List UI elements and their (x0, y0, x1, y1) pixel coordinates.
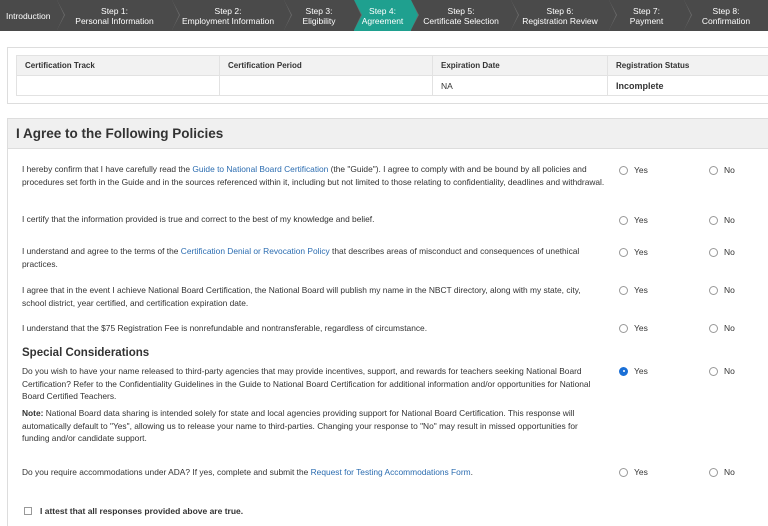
radio-circle[interactable] (709, 248, 718, 257)
policy-guide-confirmation (22, 163, 607, 188)
policy-nbct-directory (22, 284, 607, 309)
step-introduction[interactable] (0, 0, 57, 31)
radio-label: Yes (634, 323, 648, 333)
radio-label: Yes (634, 467, 648, 477)
note-label: Note: (22, 408, 44, 418)
step-label: Introduction (6, 10, 51, 21)
attest-checkbox-row[interactable] (24, 506, 243, 516)
step-certificate-selection[interactable] (411, 0, 511, 31)
policy-3-no-radio[interactable] (709, 247, 735, 257)
radio-label: Yes (634, 165, 648, 175)
policy-text: I hereby confirm that I have carefully read the (22, 164, 193, 174)
certification-period-cell (220, 76, 433, 96)
special-considerations-title: Special Considerations (22, 347, 150, 359)
step-payment[interactable] (609, 0, 684, 31)
name-release-question (22, 365, 607, 403)
step-label: Personal Information (75, 15, 154, 26)
radio-label: No (724, 323, 735, 333)
ada-accommodations-question (22, 466, 607, 479)
attest-checkbox[interactable] (24, 507, 32, 515)
policy-denial-revocation (22, 245, 607, 270)
policy-1-no-radio[interactable] (709, 165, 735, 175)
policy-text: I agree that in the event I achieve National Board Certification, the National Board will publish my name in the NBCT directory, along with my state, city, school district, year certified, and certification expiration date. (22, 285, 581, 308)
radio-label: No (724, 467, 735, 477)
step-number: Step 6: (546, 5, 574, 16)
radio-circle-selected[interactable] (619, 367, 628, 376)
step-label: Payment (629, 15, 664, 26)
step-label: Eligibility (302, 15, 336, 26)
radio-circle[interactable] (619, 216, 628, 225)
step-number: Step 8: (712, 5, 740, 16)
expiration-date-cell: NA (433, 76, 608, 96)
step-registration-review[interactable] (511, 0, 609, 31)
step-confirmation[interactable] (684, 0, 768, 31)
table-row (17, 76, 768, 96)
policy-text: (the "Guide"). I agree to comply with and be bound by all policies and procedures set forth in the Guide and in the sources referenced within it, including but not limited to those relating to confidentiality, deadlines and withdrawal. (22, 164, 605, 187)
column-header: Expiration Date (433, 56, 608, 76)
policy-text: . (470, 467, 473, 477)
policy-text: I understand that the $75 Registration Fee is nonrefundable and nontransferable, regardless of circumstance. (22, 323, 428, 333)
radio-label: Yes (634, 366, 648, 376)
registration-status-cell: Incomplete (608, 76, 768, 96)
radio-circle[interactable] (709, 324, 718, 333)
ada-yes-radio[interactable] (619, 467, 648, 477)
radio-circle[interactable] (619, 324, 628, 333)
guide-link[interactable]: Guide to National Board Certification (192, 164, 329, 174)
certification-table (16, 55, 768, 96)
radio-circle[interactable] (709, 286, 718, 295)
step-number: Step 7: (633, 5, 660, 16)
policy-text: Do you wish to have your name released to third-party agencies that may provide incentives, support, and rewards for teachers seeking National Board Certification? Refer to the Confidentiality Guidelines in the Guide to National Board Certification for additional information and/or opportunities for National Board Certified Teachers. (22, 366, 591, 402)
policy-1-yes-radio[interactable] (619, 165, 648, 175)
policy-information-true (22, 213, 607, 226)
policies-title: I Agree to the Following Policies (8, 119, 768, 149)
radio-circle[interactable] (619, 248, 628, 257)
note-text: National Board data sharing is intended solely for state and local agencies providing support for National Board Certification. This response will automatically default to "Yes", allowing us to release your name to third-parties. Changing your response to "No" may result in missed opportunities for funding and/or candidate support. (22, 408, 578, 444)
column-header: Certification Track (17, 56, 220, 76)
step-number: Step 1: (101, 5, 128, 16)
policy-4-no-radio[interactable] (709, 285, 735, 295)
certification-track-cell (17, 76, 220, 96)
data-sharing-note (22, 407, 607, 445)
radio-label: No (724, 215, 735, 225)
radio-label: No (724, 285, 735, 295)
radio-label: Yes (634, 285, 648, 295)
step-eligibility[interactable] (284, 0, 354, 31)
name-release-no-radio[interactable] (709, 366, 735, 376)
policy-5-no-radio[interactable] (709, 323, 735, 333)
policy-text: that describes areas of misconduct and consequences of unethical practices. (22, 246, 580, 269)
radio-circle[interactable] (619, 468, 628, 477)
policy-registration-fee (22, 322, 607, 335)
policy-2-no-radio[interactable] (709, 215, 735, 225)
radio-circle[interactable] (709, 166, 718, 175)
step-label: Certificate Selection (423, 15, 499, 26)
policy-4-yes-radio[interactable] (619, 285, 648, 295)
step-number: Step 2: (214, 5, 242, 16)
step-number: Step 5: (447, 5, 475, 16)
policy-text: I understand and agree to the terms of the (22, 246, 181, 256)
radio-circle[interactable] (619, 286, 628, 295)
step-agreement[interactable] (354, 0, 411, 31)
step-number: Step 4: (369, 5, 396, 16)
certification-summary (7, 47, 768, 104)
accommodations-form-link[interactable]: Request for Testing Accommodations Form (310, 467, 471, 477)
policy-text: Do you require accommodations under ADA? If yes, complete and submit the (22, 467, 311, 477)
radio-circle[interactable] (709, 468, 718, 477)
policy-2-yes-radio[interactable] (619, 215, 648, 225)
radio-circle[interactable] (709, 367, 718, 376)
policy-text: I certify that the information provided is true and correct to the best of my knowledge and belief. (22, 214, 375, 224)
radio-label: No (724, 247, 735, 257)
column-header: Certification Period (220, 56, 433, 76)
step-label: Registration Review (522, 15, 598, 26)
step-label: Employment Information (181, 15, 275, 26)
name-release-yes-radio[interactable] (619, 366, 648, 376)
radio-label: No (724, 366, 735, 376)
policy-5-yes-radio[interactable] (619, 323, 648, 333)
step-number: Step 3: (305, 5, 333, 16)
step-label: Confirmation (701, 15, 751, 26)
progress-stepper (0, 0, 768, 31)
table-header-row (17, 56, 768, 76)
ada-no-radio[interactable] (709, 467, 735, 477)
step-label: Agreement (361, 15, 404, 26)
step-employment-information[interactable] (172, 0, 284, 31)
radio-circle[interactable] (619, 166, 628, 175)
radio-label: No (724, 165, 735, 175)
step-personal-information[interactable] (57, 0, 172, 31)
policy-3-yes-radio[interactable] (619, 247, 648, 257)
radio-circle[interactable] (709, 216, 718, 225)
radio-label: Yes (634, 247, 648, 257)
column-header: Registration Status (608, 56, 768, 76)
revocation-policy-link[interactable]: Certification Denial or Revocation Policy (180, 246, 330, 256)
attest-label[interactable]: I attest that all responses provided above are true. (40, 506, 244, 516)
radio-label: Yes (634, 215, 648, 225)
